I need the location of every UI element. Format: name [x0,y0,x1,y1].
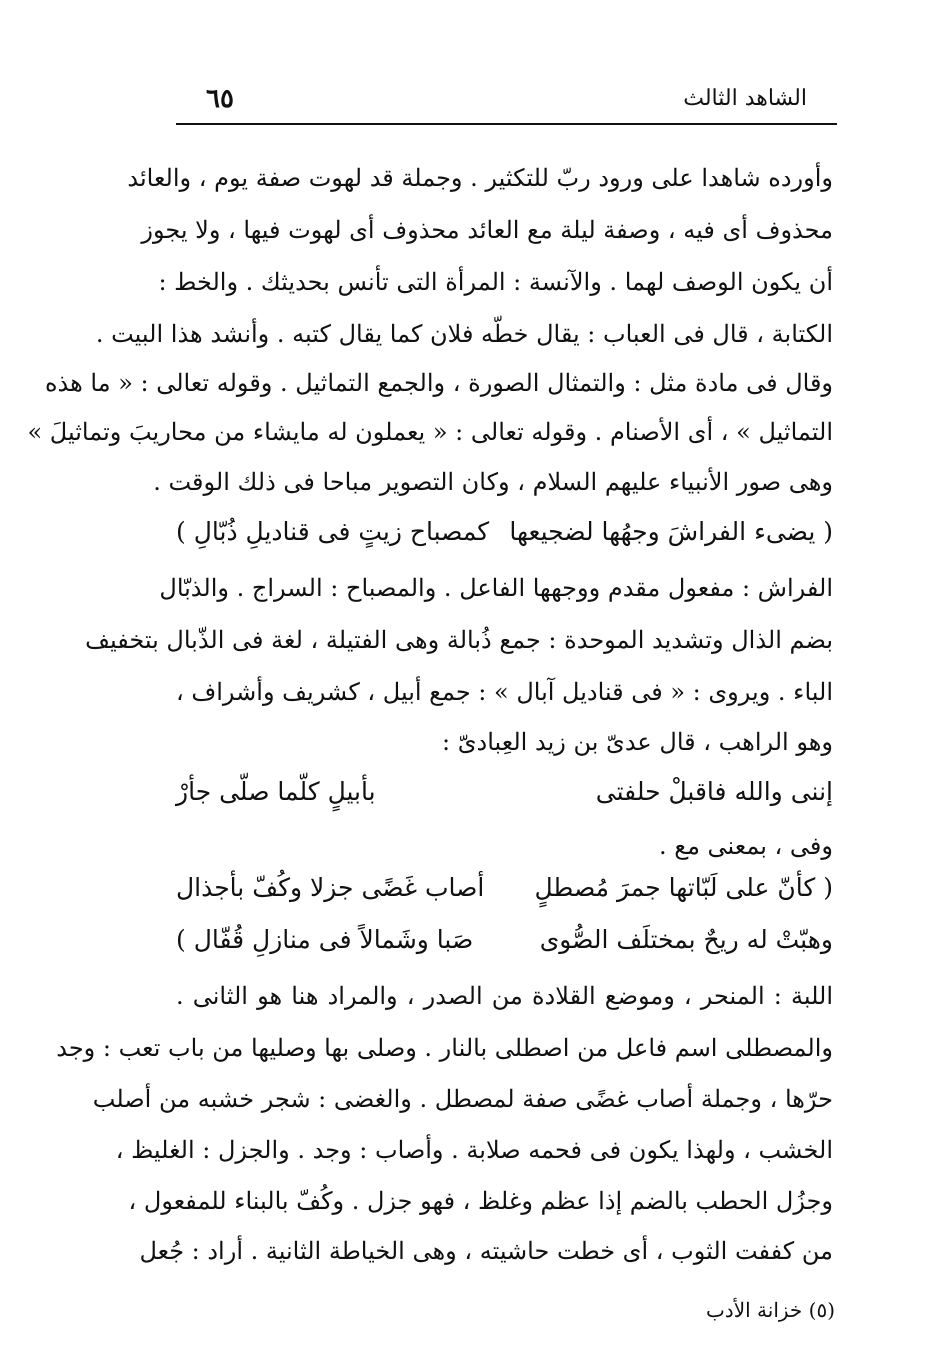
verse-hemistich: بأبيلٍ كلّما صلّى جأرْ [176,777,376,806]
header-rule [176,123,837,125]
text-line: بضم الذال وتشديد الموحدة : جمع ذُبالة وهى الفتيلة ، لغة فى الذّبال بتخفيف [85,626,833,654]
text-line: وهو الراهب ، قال عدىّ بن زيد العِبادىّ : [442,728,833,756]
verse [176,770,833,814]
text-line: الفراش : مفعول مقدم ووجهها الفاعل . والمصباح : السراج . والذبّال [159,574,833,602]
page-number: ٦٥ [206,84,234,114]
verse-hemistich: صَبا وشَمالاً فى منازلِ قُفّال ) [176,925,474,954]
text-line: والمصطلى اسم فاعل من اصطلى بالنار . وصلى بها وصليها من باب تعب : وجد [56,1034,833,1062]
verse-hemistich: أصاب غَضًى جزلا وكُفّ بأجذال [176,873,485,902]
verse-hemistich: ( كأنّ على لَبّاتها جمرَ مُصطلٍ [534,873,833,902]
text-line: محذوف أى فيه ، وصفة ليلة مع العائد محذوف أى لهوت فيها ، ولا يجوز [141,216,833,244]
text-line: أن يكون الوصف لهما . والآنسة : المرأة التى تأنس بحديثك . والخط : [158,268,833,296]
verse-hemistich: ( يضىء الفراشَ وجهُها لضجيعها [509,517,833,546]
verse-hemistich: وهبّتْ له ريحٌ بمختلَف الصُّوى [539,925,833,954]
verse-hemistich: كمصباح زيتٍ فى قناديلِ ذُبّالِ ) [176,517,490,546]
text-line: اللبة : المنحر ، وموضع القلادة من الصدر ، والمراد هنا هو الثانى . [176,982,833,1010]
chapter-title: الشاهد الثالث [683,86,807,111]
text-line: الباء . ويروى : « فى قناديل آبال » : جمع أبيل ، كشريف وأشراف ، [176,678,833,706]
text-line: الخشب ، ولهذا يكون فى فحمه صلابة . وأصاب : وجد . والجزل : الغليظ ، [115,1136,833,1164]
verse [176,918,833,962]
text-line: وأورده شاهدا على ورود ربّ للتكثير . وجملة قد لهوت صفة يوم ، والعائد [127,164,833,192]
text-line: من كففت الثوب ، أى خطت حاشيته ، وهى الخياطة الثانية . أراد : جُعل [139,1237,833,1265]
text-line: حرّها ، وجملة أصاب غضًى صفة لمصطل . والغضى : شجر خشبه من أصلب [92,1085,833,1113]
verse [176,866,833,910]
text-line: وهى صور الأنبياء عليهم السلام ، وكان التصوير مباحا فى ذلك الوقت . [153,468,833,496]
text-line: وفى ، بمعنى مع . [659,832,833,860]
verse [176,510,833,554]
text-line: التماثيل » ، أى الأصنام . وقوله تعالى : « يعملون له مايشاء من محاريبَ وتماثيلَ » [27,418,833,446]
text-line: الكتابة ، قال فى العباب : يقال خطّه فلان كما يقال كتبه . وأنشد هذا البيت . [95,320,833,348]
text-line: وقال فى مادة مثل : والتمثال الصورة ، والجمع التماثيل . وقوله تعالى : « ما هذه [44,369,833,397]
verse-hemistich: إننى والله فاقبلْ حلفتى [595,777,833,806]
running-header [176,84,807,122]
text-line: وجزُل الحطب بالضم إذا عظم وغلظ ، فهو جزل . وكُفّ بالبناء للمفعول ، [128,1187,833,1215]
signature-mark: (٥) خزانة الأدب [705,1298,835,1322]
